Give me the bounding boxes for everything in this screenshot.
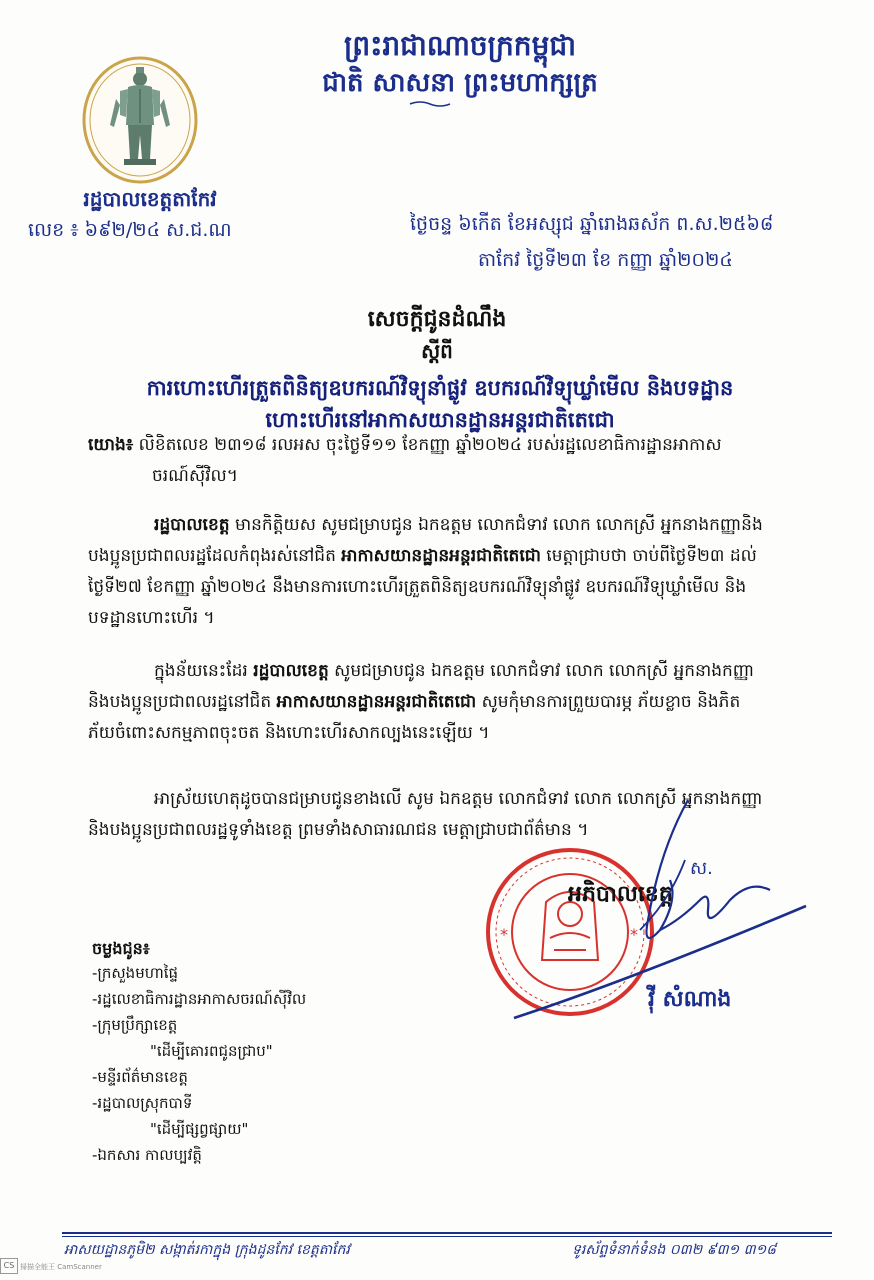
footer-address: អាសយដ្ឋានភូមិ២ សង្កាត់រកាក្នុង ក្រុងដូនកែវ ខេត្តតាកែវ xyxy=(64,1242,350,1258)
p1-line-1: មានកិត្តិយស សូមជម្រាបជូន ឯកឧត្តម លោកជំទាវ លោក លោកស្រី អ្នកនាងកញ្ញានិង xyxy=(229,515,763,535)
governor-title: អភិបាលខេត្ត xyxy=(568,882,673,907)
p1-bold-authority: រដ្ឋបាលខេត្ត xyxy=(154,515,230,535)
reference-text-line-1: លិខិតលេខ ២៣១៨ រលអស ចុះថ្ងៃទី១១ ខែកញ្ញា ឆ្នាំ២០២៤ របស់រដ្ឋលេខាធិការដ្ឋានអាកាស xyxy=(138,435,722,455)
issuing-authority: រដ្ឋបាលខេត្តតាកែវ xyxy=(83,187,217,211)
gregorian-date: តាកែវ ថ្ងៃទី២៣ ខែ កញ្ញា ឆ្នាំ២០២៤ xyxy=(478,249,733,271)
p3-line-1: អាស្រ័យហេតុដូចបានជម្រាបជូនខាងលើ សូម ឯកឧត្តម លោកជំទាវ លោក លោកស្រី អ្នកនាងកញ្ញា xyxy=(154,789,763,809)
p2-line-1-a: ក្នុងន័យនេះដែរ xyxy=(154,661,254,681)
p2-bold-authority: រដ្ឋបាលខេត្ត xyxy=(253,661,329,681)
p1-line-3: ថ្ងៃទី២៧ ខែកញ្ញា ឆ្នាំ២០២៤ នឹងមានការហោះហើរត្រួតពិនិត្យឧបករណ៍វិទ្យុនាំផ្លូវ ឧបករណ៍វិទ្យុឃ្លាំមើល និង xyxy=(88,577,747,597)
cc-item: -មន្ទីរព័ត៌មានខេត្ត xyxy=(92,1068,188,1086)
footer-divider xyxy=(62,1232,832,1234)
paragraph-1 xyxy=(88,510,828,634)
scanner-logo-icon: CS xyxy=(0,1258,18,1274)
subject-line-2: ហោះហើរនៅអាកាសយានដ្ឋានអន្តរជាតិតេជោ xyxy=(265,408,615,432)
lunar-date: ថ្ងៃចន្ទ ៦កើត ខែអស្សុជ ឆ្នាំរោងឆស័ក ព.ស.២៥៦៨ xyxy=(410,213,774,235)
p1-line-2-a: បងប្អូនប្រជាពលរដ្ឋដែលកំពុងរស់នៅជិត xyxy=(88,546,342,566)
p1-line-2-b: មេត្តាជ្រាបថា ចាប់ពីថ្ងៃទី២៣ ដល់ xyxy=(540,546,757,566)
cc-item: -ក្រសួងមហាផ្ទៃ xyxy=(92,964,179,982)
motto-ornament xyxy=(0,100,874,110)
footer-phone: ទូរស័ព្ទទំនាក់ទំនង ០៣២ ៩៣១ ៣១៨ xyxy=(572,1242,777,1258)
subject-heading xyxy=(60,372,820,436)
reference-text-line-2: ចរណ៍ស៊ីវិល។ xyxy=(152,466,238,486)
cc-item: -រដ្ឋលេខាធិការដ្ឋានអាកាសចរណ៍ស៊ីវិល xyxy=(92,990,307,1008)
p2-airport-name: អាកាសយានដ្ឋានអន្តរជាតិតេជោ xyxy=(276,692,477,712)
reference-paragraph xyxy=(88,430,828,492)
p2-line-1-b: សូមជម្រាបជូន ឯកឧត្តម លោកជំទាវ លោក លោកស្រី អ្នកនាងកញ្ញា xyxy=(328,661,755,681)
cc-item-note: "ដើម្បីគោរពជូនជ្រាប" xyxy=(150,1042,273,1060)
cc-item: -ក្រុមប្រឹក្សាខេត្ត xyxy=(92,1016,178,1034)
kingdom-heading: ព្រះរាជាណាចក្រកម្ពុជា xyxy=(343,29,576,62)
p2-line-3: ភ័យចំពោះសកម្មភាពចុះចត និងហោះហើរសាកល្បងនេះឡើយ ។ xyxy=(88,723,490,743)
p2-line-2-a: និងបងប្អូនប្រជាពលរដ្ឋនៅជិត xyxy=(88,692,277,712)
document-type-title: សេចក្តីជូនដំណឹង xyxy=(367,307,507,332)
provincial-emblem-icon xyxy=(80,55,200,185)
cc-item: -រដ្ឋបាលស្រុកបាទី xyxy=(92,1094,193,1112)
svg-text:*: * xyxy=(500,925,508,944)
about-label: ស្តីពី xyxy=(421,339,453,363)
scanner-watermark: 掃描全能王 CamScanner xyxy=(20,1263,102,1271)
subject-line-1: ការហោះហើរត្រួតពិនិត្យឧបករណ៍វិទ្យុនាំផ្លូវ ឧបករណ៍វិទ្យុឃ្លាំមើល និងបទដ្ឋាន xyxy=(146,376,734,400)
cc-item-note: "ដើម្បីផ្សព្វផ្សាយ" xyxy=(150,1120,249,1138)
p1-airport-name: អាកាសយានដ្ឋានអន្តរជាតិតេជោ xyxy=(341,546,541,566)
cc-title: ចម្លងជូន៖ xyxy=(92,939,150,958)
p2-line-2-b: សូមកុំមានការព្រួយបារម្ភ ភ័យខ្លាច និងភិត xyxy=(476,692,741,712)
governor-name: វ៉ី សំណាង xyxy=(648,987,732,1012)
paragraph-2 xyxy=(88,656,828,749)
national-motto: ជាតិ សាសនា ព្រះមហាក្សត្រ xyxy=(322,68,598,98)
reference-label: យោង៖ xyxy=(88,435,134,455)
cc-item: -ឯកសារ កាលប្បវត្តិ xyxy=(92,1146,202,1164)
reference-number: លេខ ៖ ៦៩២/២៤ ស.ជ.ណ xyxy=(28,219,232,241)
footer-divider-thin xyxy=(62,1236,832,1237)
signature-prefix: ស. xyxy=(690,858,713,879)
p1-line-4: បទដ្ឋានហោះហើរ ។ xyxy=(88,608,215,628)
svg-text:*: * xyxy=(630,925,638,944)
p3-line-2: និងបងប្អូនប្រជាពលរដ្ឋទូទាំងខេត្ត ព្រមទាំងសាធារណជន មេត្តាជ្រាបជាព័ត៌មាន ។ xyxy=(88,820,589,840)
